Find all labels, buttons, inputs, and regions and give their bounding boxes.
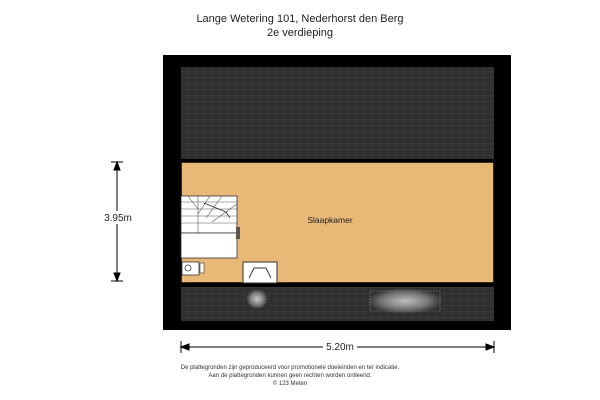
dormer-window-icon <box>243 262 277 283</box>
address-title: Lange Wetering 101, Nederhorst den Berg <box>196 13 404 25</box>
copyright: © 123 Meten <box>272 381 308 387</box>
width-label: 5.20m <box>326 342 354 353</box>
skylight-left <box>246 289 268 309</box>
roof-area-top <box>181 67 494 159</box>
room-label-slaapkamer: Slaapkamer <box>307 215 353 225</box>
height-label: 3.95m <box>104 213 132 224</box>
staircase <box>181 196 240 258</box>
floor-title: 2e verdieping <box>266 27 334 39</box>
skylight-right <box>367 288 443 314</box>
disclaimer-line-1: De plattegronden zijn geproduceerd voor promotionele doeleinden en ter indicatie. <box>180 365 400 371</box>
roof-area-bottom <box>181 287 494 321</box>
disclaimer-line-2: Aan de plattegronden kunnen geen rechten worden ontleend. <box>208 373 372 379</box>
boiler-icon <box>182 262 204 275</box>
